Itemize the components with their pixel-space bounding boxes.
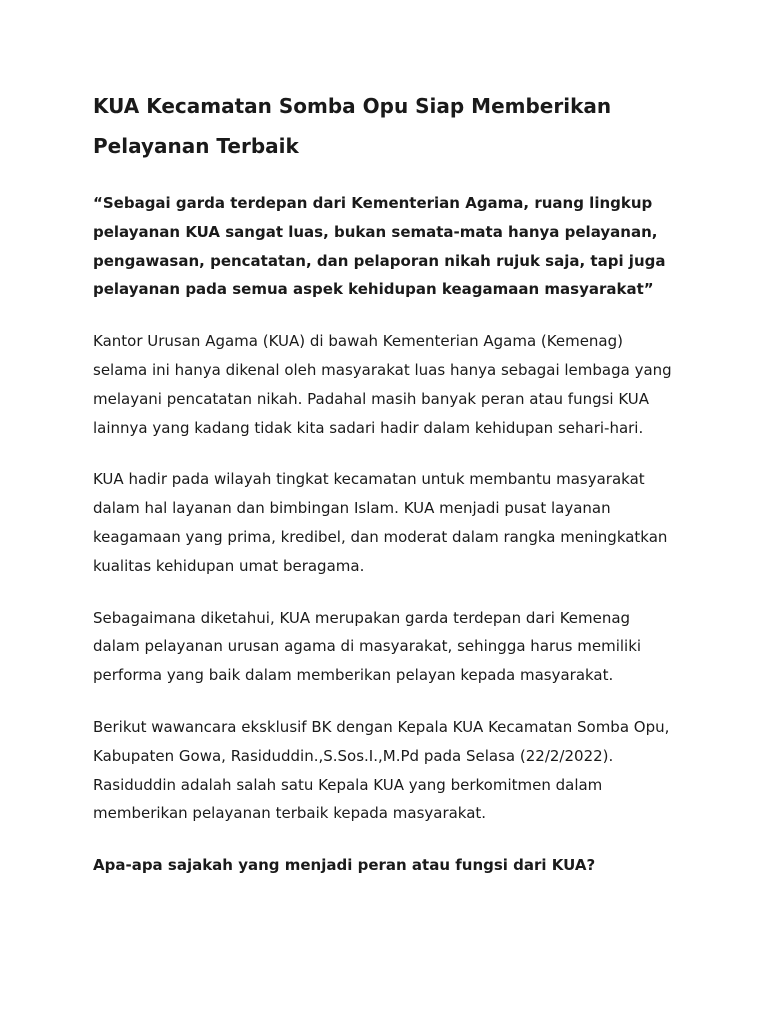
article-paragraph-1: Kantor Urusan Agama (KUA) di bawah Kementerian Agama (Kemenag) selama ini hanya dikenal oleh masyarakat luas hanya sebagai lembaga yang melayani pencatatan nikah. Padahal masih banyak peran atau fungsi KUA lainnya yang kadang tidak kita sadari hadir dalam kehidupan sehari-hari. bbox=[93, 332, 672, 437]
article-question: Apa-apa sajakah yang menjadi peran atau fungsi dari KUA? bbox=[93, 856, 596, 875]
article-paragraph-2: KUA hadir pada wilayah tingkat kecamatan untuk membantu masyarakat dalam hal layanan dan bimbingan Islam. KUA menjadi pusat layanan keagamaan yang prima, kredibel, dan moderat dalam rangka meningkatkan kualitas kehidupan umat beragama. bbox=[93, 470, 668, 575]
article-paragraph-4: Berikut wawancara eksklusif BK dengan Kepala KUA Kecamatan Somba Opu, Kabupaten Gowa, Rasiduddin.,S.Sos.I.,M.Pd pada Selasa (22/2/2022). Rasiduddin adalah salah satu Kepala KUA yang berkomitmen dalam memberikan pelayanan terbaik kepada masyarakat. bbox=[93, 717, 670, 823]
article-title: KUA Kecamatan Somba Opu Siap Memberikan Pelayanan Terbaik bbox=[93, 94, 612, 158]
article-paragraph-3: Sebagaimana diketahui, KUA merupakan garda terdepan dari Kemenag dalam pelayanan urusan agama di masyarakat, sehingga harus memiliki performa yang baik dalam memberikan pelayan kepada masyarakat. bbox=[93, 608, 642, 685]
article-quote: “Sebagai garda terdepan dari Kementerian Agama, ruang lingkup pelayanan KUA sangat luas, bukan semata-mata hanya pelayanan, pengawasan, pencatatan, dan pelaporan nikah rujuk saja, tapi juga pelayanan pada semua aspek kehidupan keagamaan masyarakat” bbox=[93, 194, 666, 299]
